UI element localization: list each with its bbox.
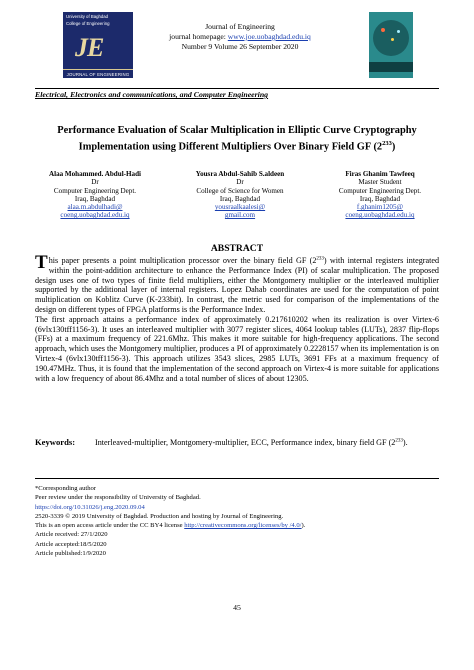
university-journal-logo bbox=[63, 12, 133, 78]
abstract-paragraph-2: The first approach attains a performance index of approximately 0.217610202 when its realization is over Virtex-6 (6vlx130tff1156-3). It uses an interleaved multiplier with 3077 register slices, 4064 lookup tables (LUTs), 2837 flip-flops (FFs) at a maximum frequency of 221.6Mhz. This makes it more suitable for high-frequency applications. The second approach, which uses the Montgomery multiplier, produces a PI of approximately 0.2228157 when its implementation is on Virtex-4 (6vlx130tff1156-3). This approach utilizes 3543 slices, 2985 LUTs, 3691 FFs at a maximum frequency of 190.47MHz. Thus, it is found that the implementation of the second approach on Virtex-4 is more suitable for applications with a low frequency of about 86.4Mhz and a total number of slices of about 12305. bbox=[35, 314, 439, 383]
author-1 bbox=[40, 170, 150, 220]
cover-art-band bbox=[369, 62, 413, 72]
accepted-date: Article accepted:18/5/2020 bbox=[35, 540, 107, 548]
author-location: Iraq, Baghdad bbox=[74, 194, 116, 203]
page-number: 45 bbox=[233, 603, 241, 612]
cover-art-dot bbox=[397, 30, 400, 33]
journal-issue: Number 9 Volume 26 September 2020 bbox=[181, 42, 299, 51]
author-name: Firas Ghanim Tawfeeq bbox=[345, 170, 415, 178]
journal-homepage bbox=[155, 32, 325, 42]
footnotes bbox=[35, 484, 439, 558]
author-name: Alaa Mohammed. Abdul-Hadi bbox=[48, 170, 142, 178]
author-3 bbox=[320, 170, 440, 220]
keywords-list: Interleaved-multiplier, Montgomery-multiplier, ECC, Performance index, binary field GF $(2^{233})$. bbox=[95, 438, 408, 447]
drop-cap: T bbox=[35, 252, 48, 273]
author-email-domain[interactable]: coeng.uobaghdad.edu.iq bbox=[345, 211, 415, 220]
author-email-domain[interactable]: gmail.com bbox=[224, 211, 256, 220]
logo-journal-name: JOURNAL OF ENGINEERING bbox=[66, 72, 130, 77]
author-dept: College of Science for Women bbox=[196, 186, 284, 195]
license-note: This is an open access article under the CC BY4 license http://creativecommons.org/licenses/by /4.0/). bbox=[35, 522, 306, 530]
homepage-link[interactable]: www.joe.uobaghdad.edu.iq bbox=[227, 32, 311, 41]
author-dept: Computer Engineering Dept. bbox=[53, 186, 137, 195]
peer-review-note: Peer review under the responsibility of University of Baghdad. bbox=[35, 494, 201, 502]
doi-link[interactable]: https://doi.org/10.31026/j.eng.2020.09.04 bbox=[35, 503, 145, 511]
cover-art-dot bbox=[391, 38, 394, 41]
author-email[interactable]: alaa.m.abdulhadi@ bbox=[67, 203, 123, 212]
keywords-label: Keywords: bbox=[35, 437, 76, 447]
homepage-label: journal homepage: bbox=[169, 32, 228, 41]
paper-title: Performance Evaluation of Scalar Multiplication in Elliptic Curve Cryptography Implementation using Different Multipliers Over Binary Field GF $(2^{233})$ bbox=[57, 125, 417, 152]
section-heading: Electrical, Electronics and communications, and Computer Engineering bbox=[35, 90, 269, 99]
published-date: Article published:1/9/2020 bbox=[35, 550, 106, 558]
abstract-paragraph-1: This paper presents a point multiplication processor over the binary field GF $(2^{233})$ with internal registers integrated within the point-addition architecture to enhance the Performance Index (PI) of scalar multiplication. The proposed design uses one of two types of finite field multipliers, either the Montgomery multiplier or the interleaved multiplier supported by the additional layer of internal registers. Lopez Dahab coordinates are used for the computation of point multiplication on Koblitz Curve (K-233bit). In contrast, the metric used for comparison of the implementations of the design on different types of FPGA platforms is the Performance Index. bbox=[35, 252, 440, 314]
logo-university-line: University of Baghdad bbox=[66, 14, 109, 19]
journal-info bbox=[155, 22, 325, 52]
journal-header bbox=[63, 12, 413, 78]
author-name: Yousra Abdul-Sahib S.aldeen bbox=[195, 170, 285, 178]
keywords bbox=[35, 437, 439, 448]
author-location: Iraq, Baghdad bbox=[359, 194, 401, 203]
footnote-rule bbox=[35, 478, 439, 479]
logo-je-mark: JE bbox=[75, 33, 104, 62]
author-role: Master Student bbox=[358, 178, 402, 187]
author-email-domain[interactable]: coeng.uobaghdad.edu.iq bbox=[60, 211, 130, 220]
journal-cover-image bbox=[369, 12, 413, 78]
copyright-note: 2520-3339 © 2019 University of Baghdad. Production and hosting by Journal of Engineering. bbox=[35, 512, 284, 520]
corresponding-author-note: *Corresponding author bbox=[35, 485, 96, 492]
logo-college-line: College of Engineering bbox=[66, 21, 110, 26]
received-date: Article received: 27/1/2020 bbox=[35, 531, 108, 539]
abstract-body bbox=[35, 252, 440, 383]
author-role: Dr bbox=[91, 178, 99, 187]
abstract-heading: ABSTRACT bbox=[210, 243, 264, 254]
author-location: Iraq, Baghdad bbox=[219, 194, 261, 203]
author-role: Dr bbox=[236, 178, 244, 187]
logo-divider bbox=[63, 69, 133, 70]
section-rule bbox=[35, 88, 439, 89]
author-email[interactable]: f.ghanim1205@ bbox=[356, 203, 404, 212]
journal-title: Journal of Engineering bbox=[205, 22, 275, 31]
author-dept: Computer Engineering Dept. bbox=[338, 186, 422, 195]
author-2 bbox=[180, 170, 300, 220]
author-email[interactable]: yousraalkaalesi@ bbox=[214, 203, 266, 212]
license-link[interactable]: http://creativecommons.org/licenses/by /4.0/ bbox=[184, 522, 302, 530]
cover-art-dot bbox=[381, 28, 385, 32]
author-block bbox=[40, 170, 440, 240]
